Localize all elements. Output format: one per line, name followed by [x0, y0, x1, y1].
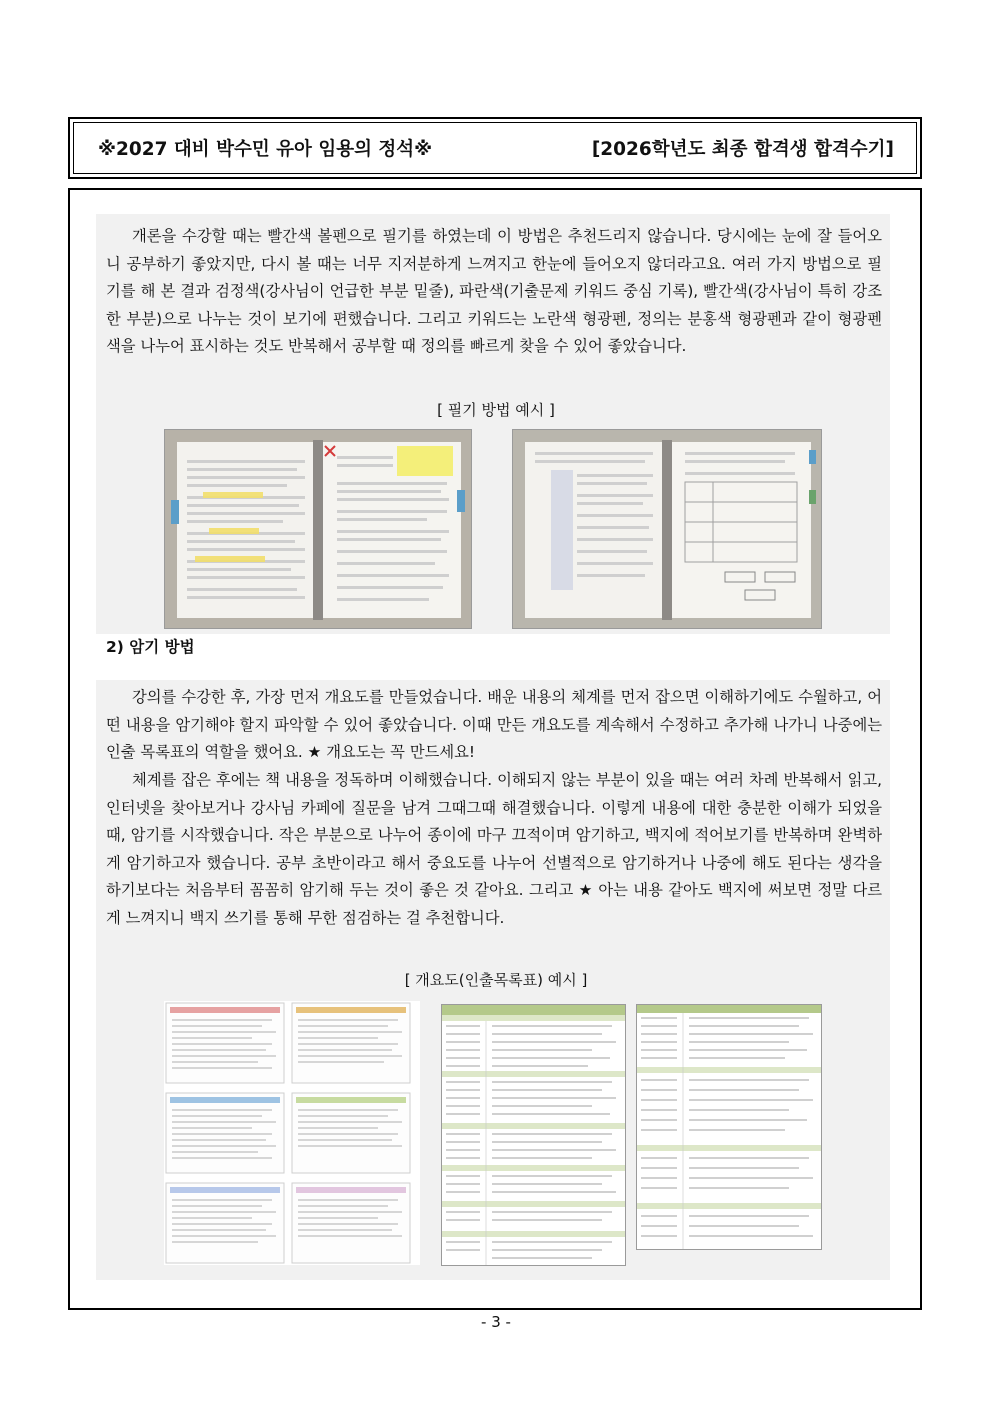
outline-table-2: [636, 1004, 822, 1250]
notebook-photo-2: [512, 429, 822, 629]
page-number: - 3 -: [481, 1313, 511, 1331]
paragraph-outline: 강의를 수강한 후, 가장 먼저 개요도를 만들었습니다. 배운 내용의 체계를 먼저 잡으면 이해하기에도 수월하고, 어떤 내용을 암기해야 할지 파악할 수 있어 좋았습니다. 이때 만든 개요도를 계속해서 수정하고 추가해 나가니 나중에는 인출 목록표의 역할을 했어요. ★ 개요도는 꼭 만드세요!: [106, 688, 882, 762]
notebook-photo-1: [164, 429, 472, 629]
header-box: [68, 117, 922, 179]
section-title-memorization: 2) 암기 방법: [106, 638, 195, 656]
caption-note-example: [ 필기 방법 예시 ]: [437, 401, 555, 419]
header-left-title: ※2027 대비 박수민 유아 임용의 정석※: [98, 139, 433, 160]
caption-outline-example: [ 개요도(인출목록표) 예시 ]: [404, 971, 588, 989]
header-right-title: [2026학년도 최종 합격생 합격수기]: [591, 139, 894, 160]
paragraph-memorization: 체계를 잡은 후에는 책 내용을 정독하며 이해했습니다. 이해되지 않는 부분이 있을 때는 여러 차례 반복해서 읽고, 인터넷을 찾아보거나 강사님 카페에 질문을 남겨 그때그때 해결했습니다. 이렇게 내용에 대한 충분한 이해가 되었을 때, 암기를 시작했습니다. 작은 부분으로 나누어 종이에 마구 끄적이며 암기하고, 백지에 적어보기를 반복하며 완벽하게 암기하고자 했습니다. 공부 초반이라고 해서 중요도를 나누어 선별적으로 암기하거나 나중에 해도 된다는 생각을 하기보다는 처음부터 꼼꼼히 암기해 두는 것이 좋은 것 같아요. 그리고 ★ 아는 내용 같아도 백지에 써보면 정말 다르게 느껴지니 백지 쓰기를 통해 무한 점검하는 걸 추천합니다.: [106, 771, 882, 927]
outline-thumbnails-grid: [164, 1001, 420, 1265]
paragraph-note-method: 개론을 수강할 때는 빨간색 볼펜으로 필기를 하였는데 이 방법은 추천드리지 않습니다. 당시에는 눈에 잘 들어오니 공부하기 좋았지만, 다시 볼 때는 너무 지저분하게 느껴지고 한눈에 들어오지 않더라고요. 여러 가지 방법으로 필기를 해 본 결과 검정색(강사님이 언급한 부분 밑줄), 파란색(기출문제 키워드 중심 기록), 빨간색(강사님이 특히 강조한 부분)으로 나누는 것이 보기에 편했습니다. 그리고 키워드는 노란색 형광펜, 정의는 분홍색 형광펜과 같이 형광펜 색을 나누어 표시하는 것도 반복해서 공부할 때 정의를 빠르게 찾을 수 있어 좋았습니다.: [106, 227, 882, 356]
outline-table-1: [441, 1004, 626, 1266]
header-inner-box: [73, 122, 917, 174]
